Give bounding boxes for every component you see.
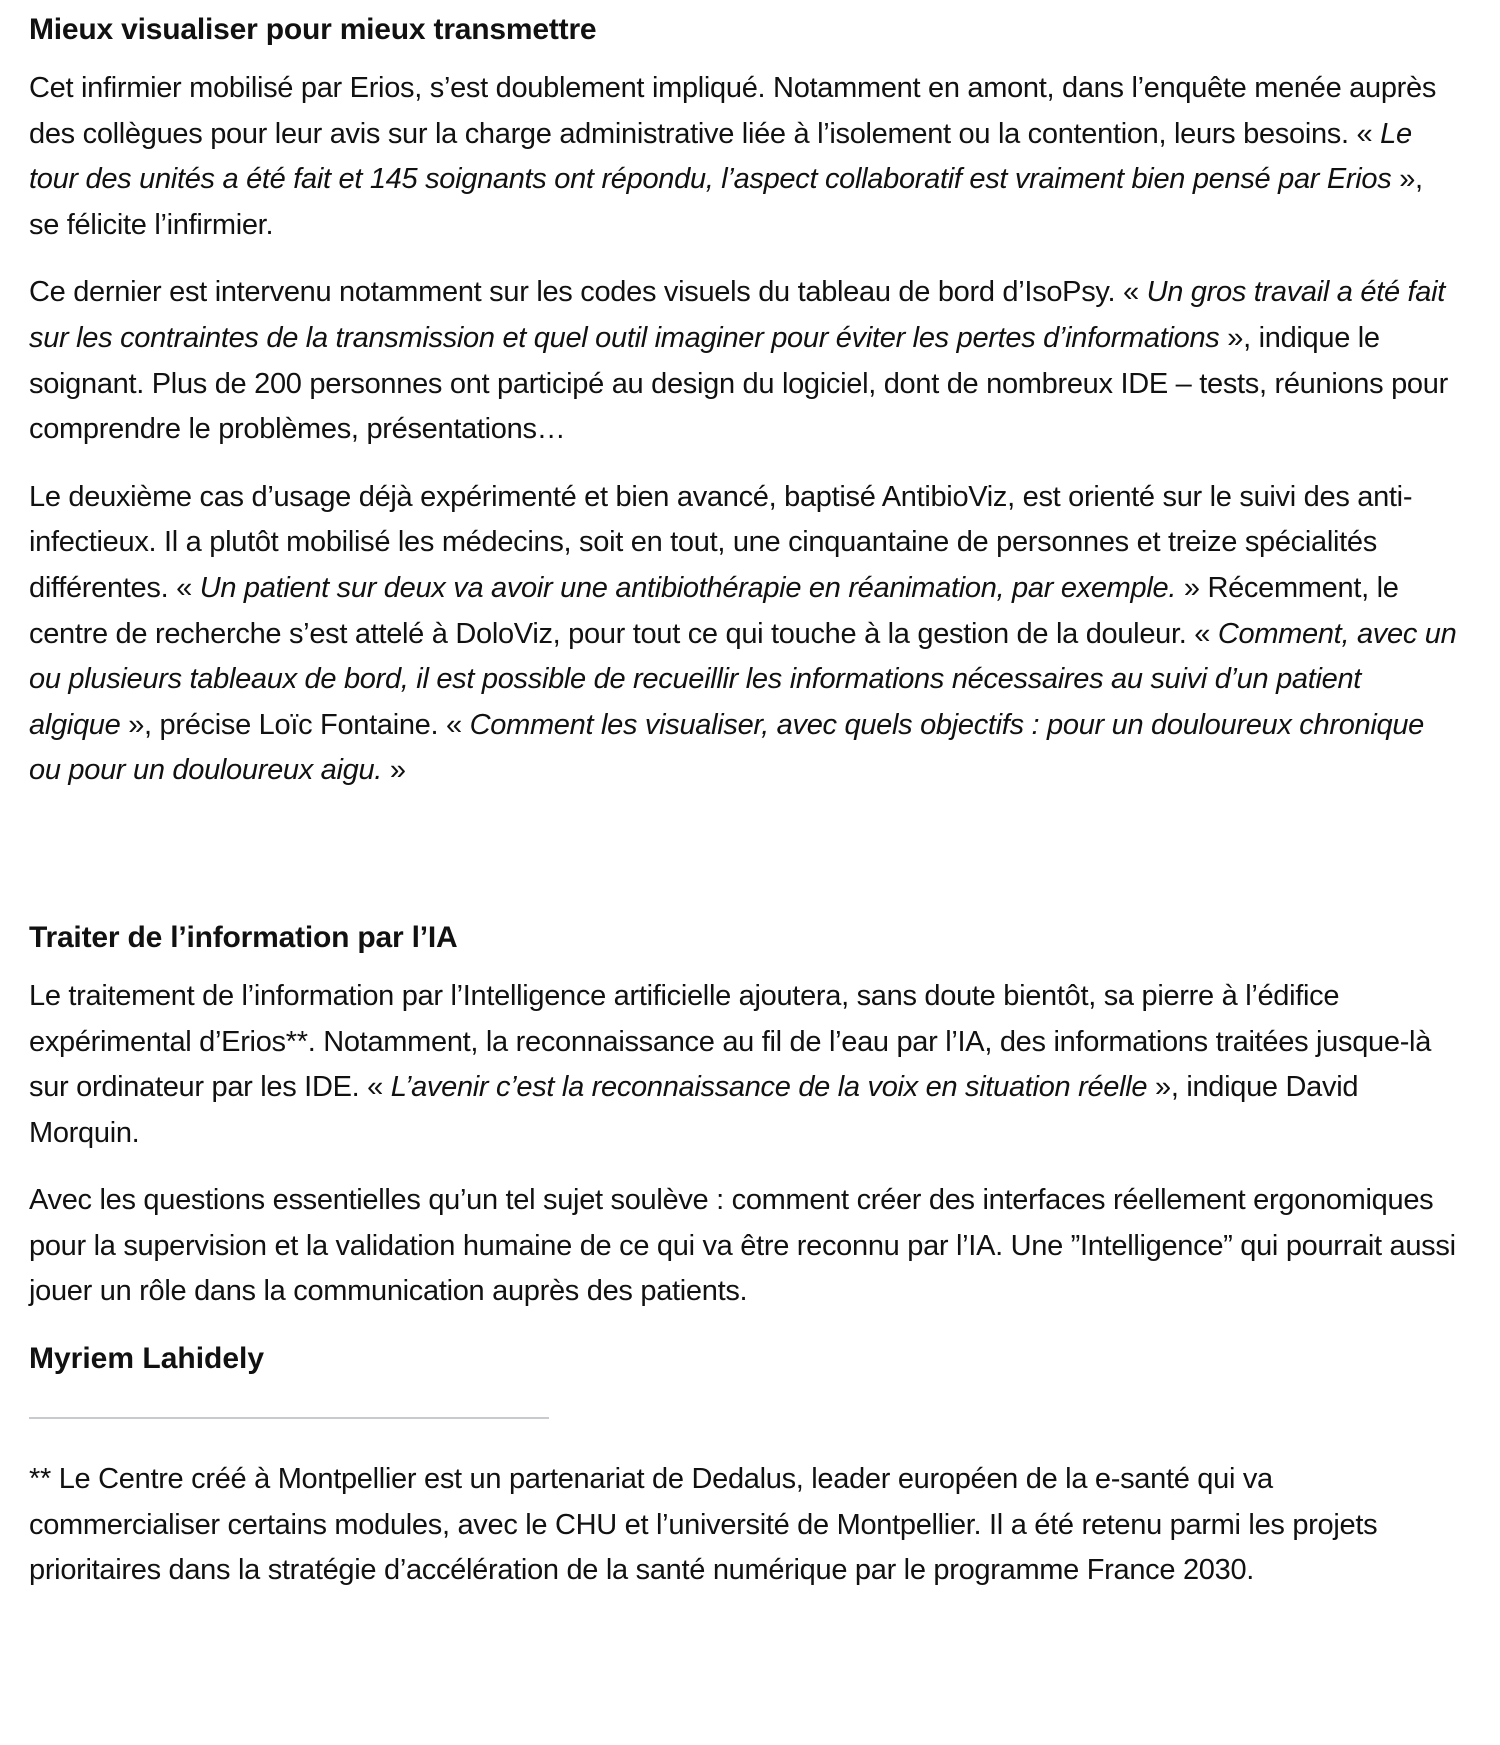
paragraph-isopsy [29, 270, 1460, 452]
footnote: ** Le Centre créé à Montpellier est un partenariat de Dedalus, leader européen de la e-santé qui va commercialiser certains modules, avec le CHU et l’université de Montpellier. Il a été retenu parmi les projets prioritaires dans la stratégie d’accélération de la santé numérique par le programme France 2030. [29, 1463, 1378, 1587]
author-name: Myriem Lahidely [29, 1342, 265, 1376]
text-run: Cet infirmier mobilisé par Erios, s’est doublement impliqué. Notamment en amont, dans l’enquête menée auprès des collègues pour leur avis sur la charge administrative liée à l’isolement ou la contention, leurs besoins. « [29, 72, 1437, 150]
quote-run: Le tour des unités a été fait et 145 soignants ont répondu, l’aspect collaboratif est vraiment bien pensé par Erios [29, 117, 1412, 196]
text-run: Le deuxième cas d’usage déjà expérimenté et bien avancé, baptisé AntibioViz, est orienté sur le suivi des anti-infectieux. Il a plutôt mobilisé les médecins, soit en tout, une cinquantaine de personnes et treize spécialités différentes. « [29, 480, 1413, 604]
text-run: » Récemment, le centre de recherche s’est attelé à DoloViz, pour tout ce qui touche à la gestion de la douleur. « [29, 571, 1399, 650]
paragraph-antibioviz [29, 475, 1460, 794]
quote-run: Comment, avec un ou plusieurs tableaux de bord, il est possible de recueillir les informations nécessaires au suivi d’un patient algique [29, 617, 1457, 741]
paragraph-erios-nurse [29, 66, 1460, 248]
quote-run: L’avenir c’est la reconnaissance de la voix en situation réelle [390, 1071, 1148, 1104]
section-spacer [29, 816, 1460, 916]
section-ia [29, 916, 1460, 1315]
quote-run: Un patient sur deux va avoir une antibiothérapie en réanimation, par exemple. [199, 571, 1177, 604]
paragraph-ia-questions: Avec les questions essentielles qu’un tel sujet soulève : comment créer des interfaces réellement ergonomiques pour la supervision et la validation humaine de ce qui va être reconnu par l’IA. Une ”Intelligence” qui pourrait aussi jouer un rôle dans la communication auprès des patients. [29, 1184, 1456, 1308]
paragraph-ia-voice [29, 974, 1460, 1156]
quote-run: Un gros travail a été fait sur les contraintes de la transmission et quel outil imaginer pour éviter les pertes d’informations [29, 276, 1446, 354]
section-heading-visualiser: Mieux visualiser pour mieux transmettre [29, 13, 597, 46]
text-run: Le traitement de l’information par l’Intelligence artificielle ajoutera, sans doute bientôt, sa pierre à l’édifice expérimental d’Erios**. Notamment, la reconnaissance au fil de l’eau par l’IA, des informations traitées jusque-là sur ordinateur par les IDE. « [29, 979, 1432, 1104]
footnote-divider [29, 1417, 549, 1419]
text-run: », se félicite l’infirmier. [29, 163, 1423, 241]
text-run: » [382, 754, 406, 787]
text-run: », précise Loïc Fontaine. « [120, 708, 470, 741]
quote-run: Comment les visualiser, avec quels objectifs : pour un douloureux chronique ou pour un douloureux aigu. [29, 708, 1424, 787]
text-run: Ce dernier est intervenu notamment sur les codes visuels du tableau de bord d’IsoPsy. « [29, 276, 1147, 309]
section-visualiser [29, 8, 1460, 794]
text-run: », indique le soignant. Plus de 200 personnes ont participé au design du logiciel, dont de nombreux IDE – tests, réunions pour comprendre le problèmes, présentations… [29, 321, 1448, 446]
text-run: », indique David Morquin. [29, 1071, 1359, 1149]
section-heading-ia: Traiter de l’information par l’IA [29, 920, 458, 954]
